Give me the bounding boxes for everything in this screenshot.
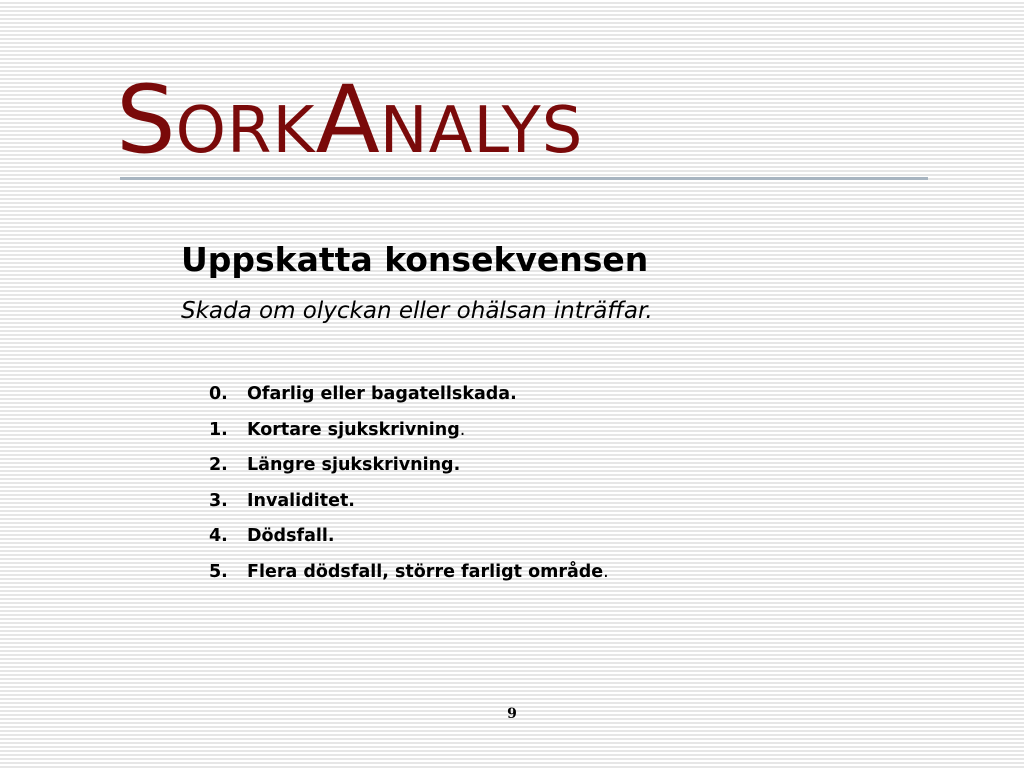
consequence-level-2 (209, 455, 609, 491)
consequence-level-1 (209, 420, 609, 456)
consequence-level-4 (209, 526, 609, 562)
level-number: 1. (209, 419, 228, 440)
title-initial-a: A (315, 66, 380, 175)
level-label: Längre sjukskrivning. (247, 455, 461, 475)
consequence-levels-list (209, 384, 609, 597)
slide-title (116, 66, 584, 175)
level-text (247, 526, 335, 546)
level-text (247, 420, 465, 440)
level-text (247, 455, 460, 475)
page-number: 9 (507, 706, 517, 722)
level-number: 2. (209, 455, 228, 475)
level-number: 4. (209, 526, 228, 546)
level-label: Invaliditet. (247, 490, 355, 511)
level-text (247, 562, 609, 582)
consequence-level-3 (209, 491, 609, 527)
level-text (247, 491, 355, 511)
level-label: Ofarlig eller bagatellskada. (247, 384, 517, 404)
title-divider (120, 177, 928, 180)
level-number: 0. (209, 384, 228, 404)
level-label: Flera dödsfall, större farligt område (247, 561, 604, 582)
section-heading: Uppskatta konsekvensen (181, 240, 649, 279)
title-initial-s: S (116, 66, 176, 175)
level-suffix: . (603, 561, 609, 582)
consequence-level-5 (209, 562, 609, 598)
level-label: Kortare sjukskrivning (247, 419, 460, 440)
level-number: 3. (209, 490, 228, 511)
level-label: Dödsfall. (247, 526, 335, 546)
level-suffix: . (459, 419, 466, 440)
section-subtitle: Skada om olyckan eller ohälsan inträffar. (181, 298, 653, 324)
consequence-level-0 (209, 384, 609, 420)
level-text (247, 384, 517, 404)
title-rest-ork: ORK (175, 94, 316, 168)
level-number: 5. (209, 561, 228, 582)
title-rest-nalys: NALYS (379, 94, 584, 168)
